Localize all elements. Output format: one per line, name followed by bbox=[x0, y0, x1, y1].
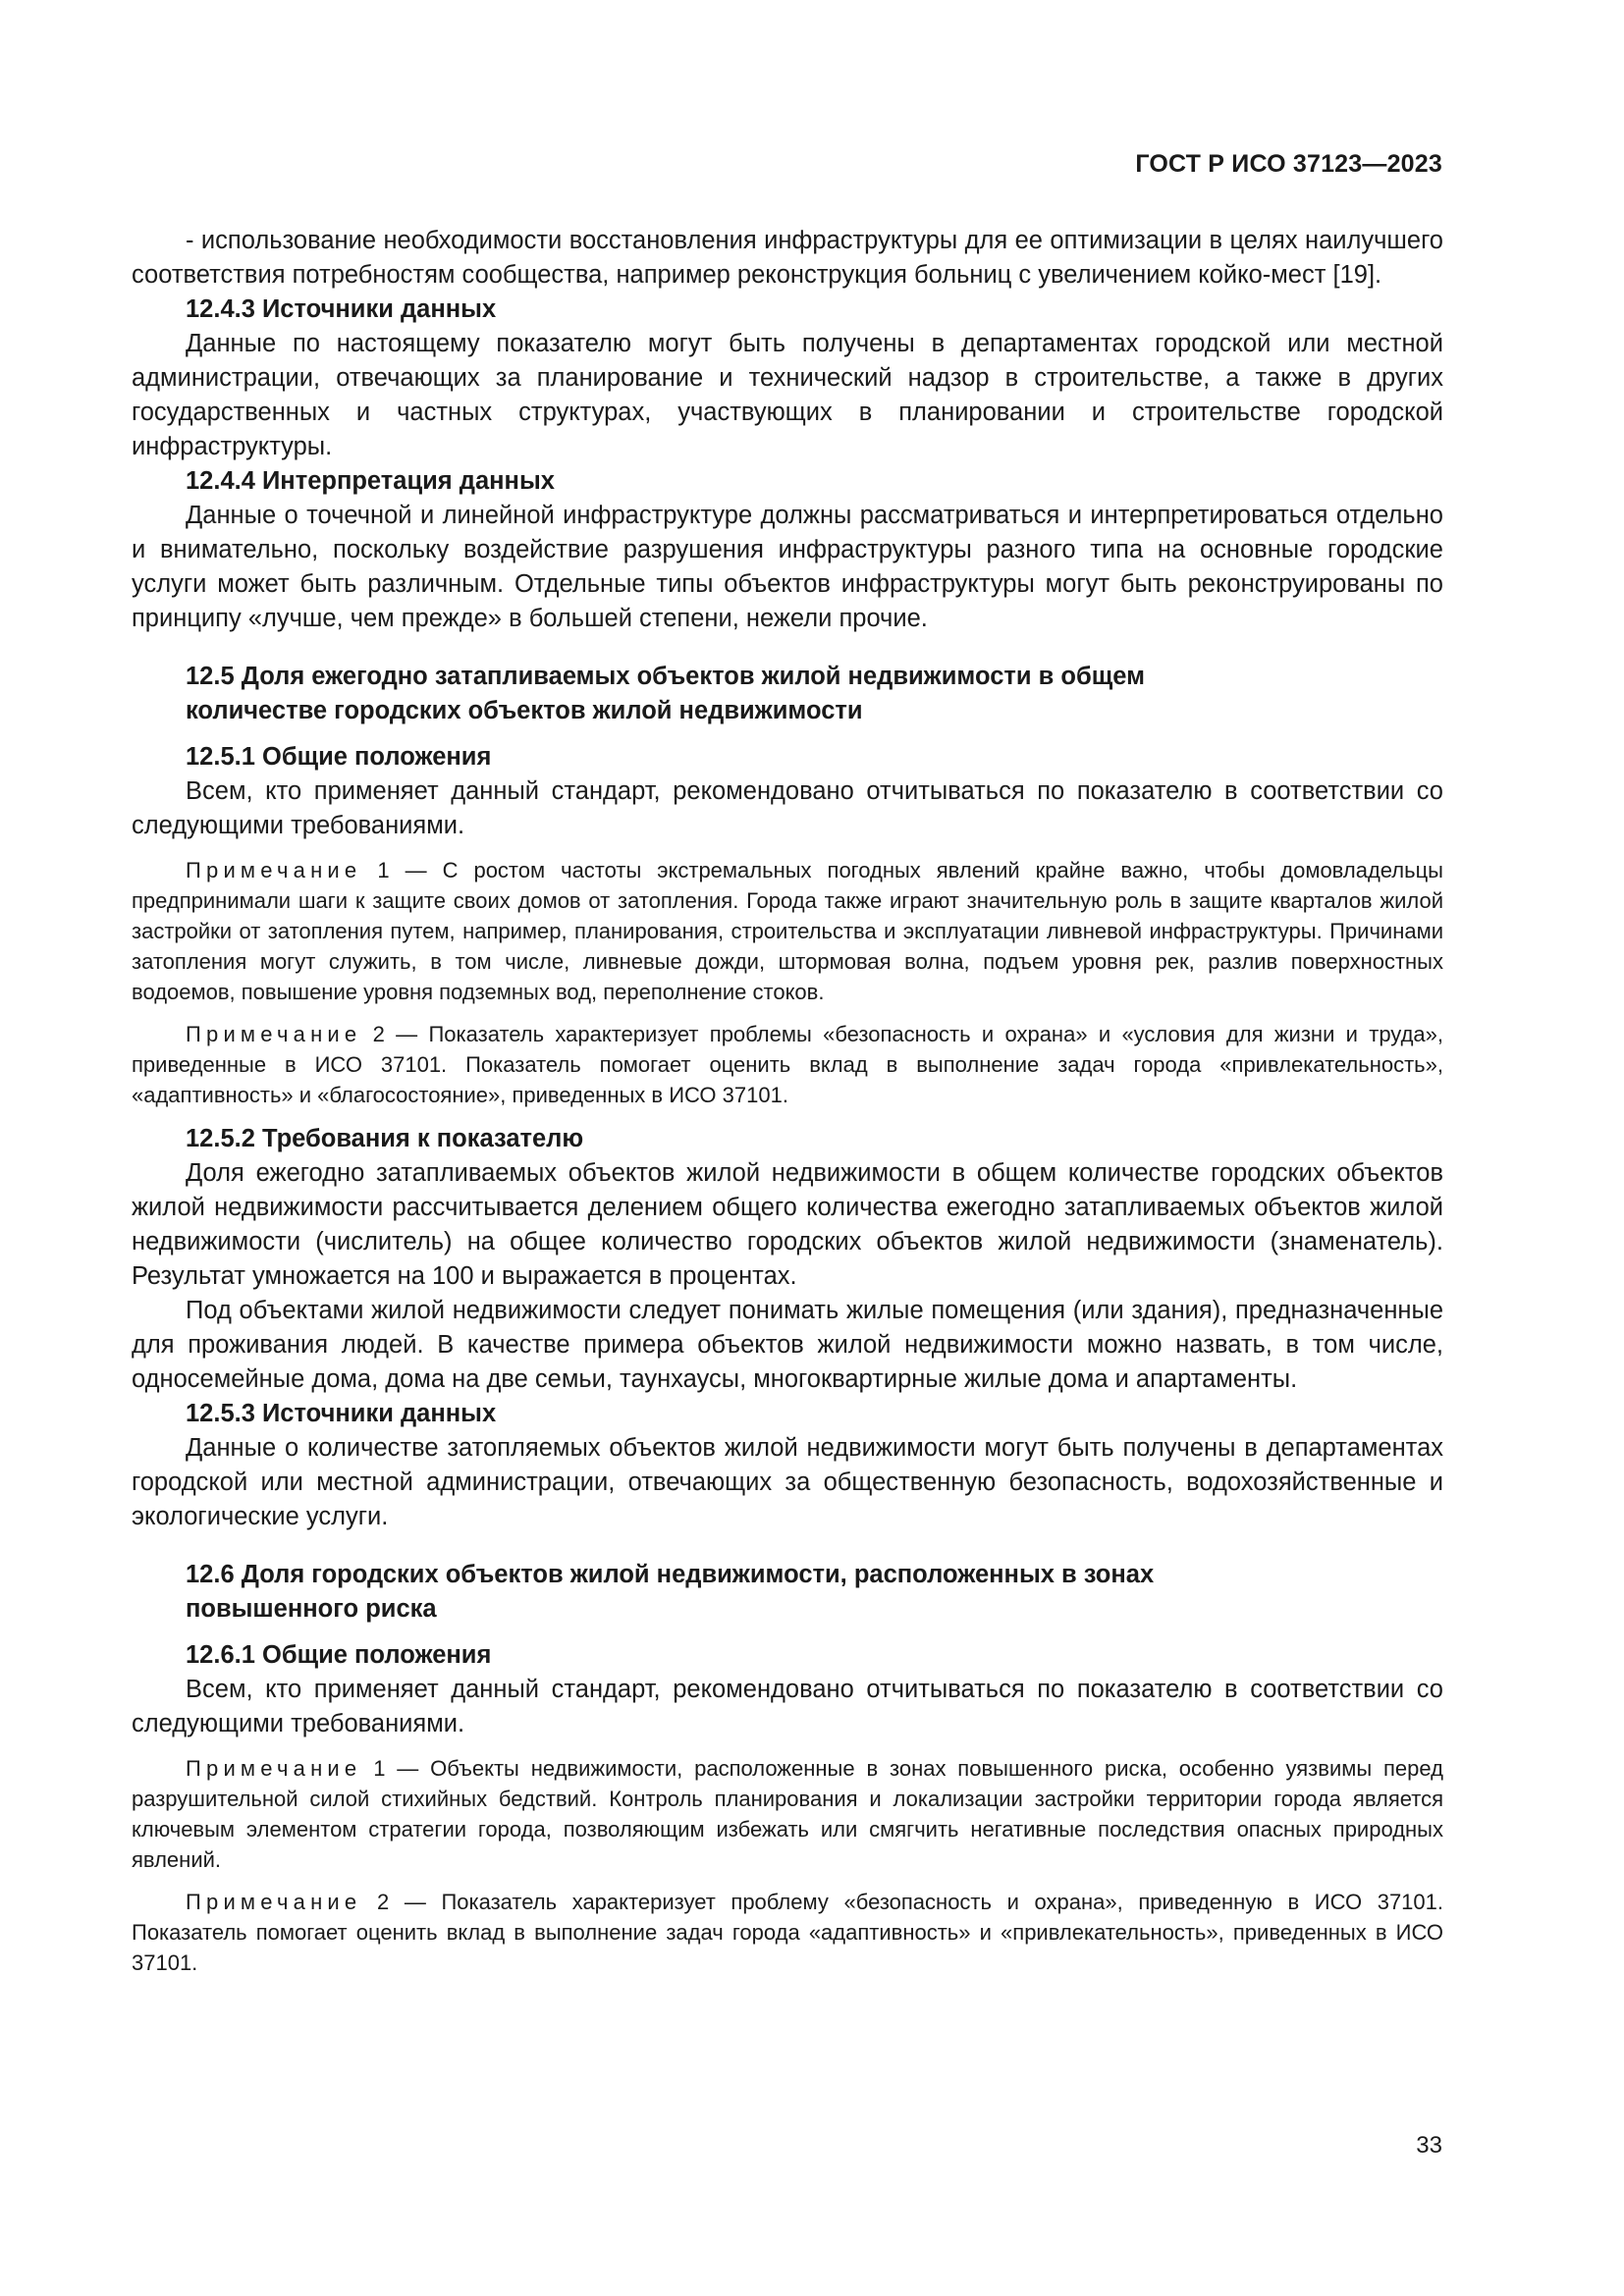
page-number: 33 bbox=[1416, 2132, 1442, 2159]
note bbox=[132, 1019, 1443, 1110]
note-label: Примечание bbox=[186, 858, 362, 882]
paragraph: Всем, кто применяет данный стандарт, рекомендовано отчитываться по показателю в соответствии со следующими требованиями. bbox=[132, 777, 1443, 839]
section-heading: 12.5.3 Источники данных bbox=[186, 1400, 497, 1427]
paragraph: Данные о точечной и линейной инфраструктуре должны рассматриваться и интерпретироваться отдельно и внимательно, поскольку воздействие разрушения инфраструктуры разного типа на основные городские услуги может быть различным. Отдельные типы объектов инфраструктуры могут быть реконструированы по принципу «лучше, чем прежде» в большей степени, нежели прочие. bbox=[132, 502, 1443, 632]
section-heading: 12.6.1 Общие положения bbox=[186, 1641, 492, 1669]
note-label: Примечание bbox=[186, 1756, 362, 1781]
list-item: - использование необходимости восстановления инфраструктуры для ее оптимизации в целях наилучшего соответствия потребностям сообщества, например реконструкция больниц с увеличением койко-мест [19]. bbox=[132, 227, 1443, 289]
paragraph: Данные о количестве затопляемых объектов жилой недвижимости могут быть получены в департаментах городской или местной администрации, отвечающих за общественную безопасность, водохозяйственные и экологические услуги. bbox=[132, 1434, 1443, 1530]
note-label: Примечание bbox=[186, 1890, 362, 1914]
note bbox=[132, 1753, 1443, 1875]
section-heading: 12.4.3 Источники данных bbox=[186, 295, 497, 323]
paragraph: Всем, кто применяет данный стандарт, рекомендовано отчитываться по показателю в соответствии со следующими требованиями. bbox=[132, 1676, 1443, 1737]
paragraph: Под объектами жилой недвижимости следует понимать жилые помещения (или здания), предназначенные для проживания людей. В качестве примера объектов жилой недвижимости можно назвать, в том числе, односемейные дома, дома на две семьи, таунхаусы, многоквартирные жилые дома и апартаменты. bbox=[132, 1297, 1443, 1393]
document-body bbox=[132, 224, 1443, 1978]
paragraph: Доля ежегодно затапливаемых объектов жилой недвижимости в общем количестве городских объектов жилой недвижимости рассчитывается делением общего количества ежегодно затапливаемых объектов жилой недвижимости (числитель) на общее количество городских объектов жилой недвижимости (знаменатель). Результат умножается на 100 и выражается в процентах. bbox=[132, 1159, 1443, 1290]
note-label: Примечание bbox=[186, 1022, 362, 1046]
document-id-header: ГОСТ Р ИСО 37123—2023 bbox=[1135, 150, 1442, 178]
note bbox=[132, 855, 1443, 1007]
note-text: 1 — С ростом частоты экстремальных погодных явлений крайне важно, чтобы домовладельцы предпринимали шаги к защите своих домов от затопления. Города также играют значительную роль в защите кварталов жилой застройки от затопления путем, например, планирования, строительства и эксплуатации ливневой инфраструктуры. Причинами затопления могут служить, в том числе, ливневые дожди, штормовая волна, подъем уровня рек, разлив поверхностных водоемов, повышение уровня подземных вод, переполнение стоков. bbox=[132, 858, 1443, 1004]
note-text: 1 — Объекты недвижимости, расположенные в зонах повышенного риска, особенно уязвимы перед разрушительной силой стихийных бедствий. Контроль планирования и локализации застройки территории города является ключевым элементом стратегии города, позволяющим избежать или смягчить негативные последствия опасных природных явлений. bbox=[132, 1756, 1443, 1872]
section-title: 12.6 Доля городских объектов жилой недвижимости, расположенных в зонах повышенного риска bbox=[186, 1561, 1155, 1623]
note bbox=[132, 1887, 1443, 1978]
section-heading: 12.4.4 Интерпретация данных bbox=[186, 467, 555, 495]
section-heading: 12.5.2 Требования к показателю bbox=[186, 1125, 584, 1152]
section-title: 12.5 Доля ежегодно затапливаемых объектов жилой недвижимости в общем количестве городских объектов жилой недвижимости bbox=[186, 663, 1145, 724]
note-text: 2 — Показатель характеризует проблемы «безопасность и охрана» и «условия для жизни и труда», приведенные в ИСО 37101. Показатель помогает оценить вклад в выполнение задач города «привлекательность», «адаптивность» и «благосостояние», приведенных в ИСО 37101. bbox=[132, 1022, 1443, 1107]
paragraph: Данные по настоящему показателю могут быть получены в департаментах городской или местной администрации, отвечающих за планирование и технический надзор в строительстве, а также в других государственных и частных структурах, участвующих в планировании и строительстве городской инфраструктуры. bbox=[132, 330, 1443, 460]
section-heading: 12.5.1 Общие положения bbox=[186, 743, 492, 771]
note-text: 2 — Показатель характеризует проблему «безопасность и охрана», приведенную в ИСО 37101. Показатель помогает оценить вклад в выполнение задач города «адаптивность» и «привлекательность», приведенных в ИСО 37101. bbox=[132, 1890, 1443, 1975]
